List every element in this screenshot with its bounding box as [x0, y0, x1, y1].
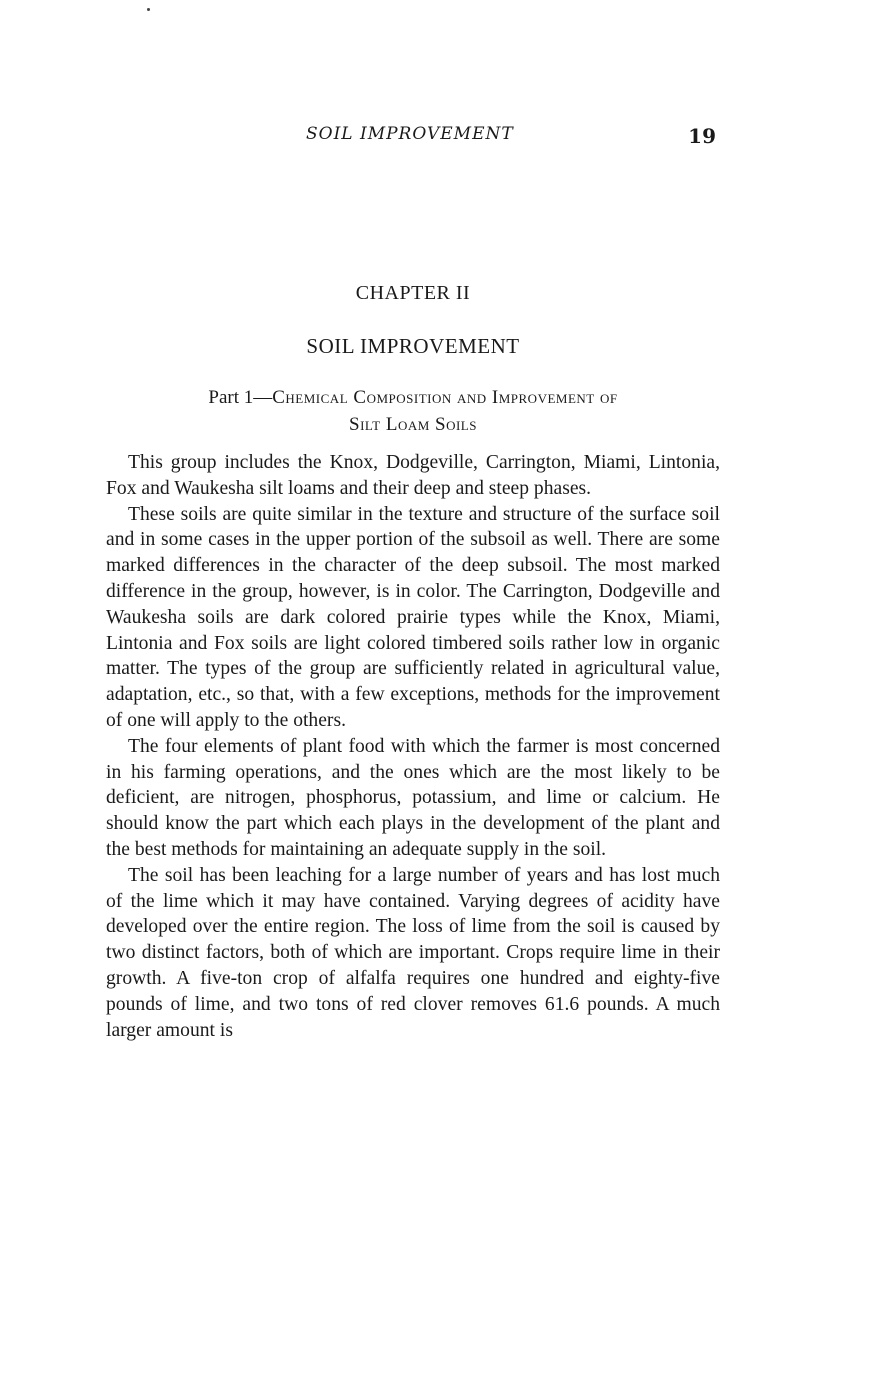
paragraph-1: This group includes the Knox, Dodgeville, Carrington, Miami, Lintonia, Fox and Waukesha silt loams and their deep and steep phases. — [106, 452, 720, 499]
paragraph-2: These soils are quite similar in the texture and structure of the surface soil and in some cases in the upper portion of the subsoil as well. There are some marked differences in the character of the deep subsoil. The most marked difference in the group, however, is in color. The Carrington, Dodgeville and Waukesha soils are dark colored prairie types while the Knox, Miami, Lintonia and Fox soils are light colored timbered soils rather low in organic matter. The types of the group are sufficiently related in agricultural value, adaptation, etc., so that, with a few exceptions, methods for the improvement of one will apply to the others. — [106, 503, 720, 731]
chapter-number: CHAPTER II — [355, 282, 471, 304]
paragraph-3: The four elements of plant food with which the farmer is most concerned in his farming operations, and the ones which are the most likely to be deficient, are nitrogen, phosphorus, potassium, and lime or calcium. He should know the part which each plays in the development of the plant and the best methods for maintaining an adequate supply in the soil. — [106, 735, 720, 860]
running-title: SOIL IMPROVEMENT — [306, 124, 514, 144]
section-heading — [106, 384, 720, 438]
running-head — [106, 124, 720, 152]
chapter-title: SOIL IMPROVEMENT — [306, 334, 520, 358]
section-prefix: Part 1— — [208, 387, 273, 408]
section-title-line-2: Silt Loam Soils — [349, 414, 477, 435]
paragraph-4: The soil has been leaching for a large number of years and has lost much of the lime which it may have contained. Varying degrees of acidity have developed over the entire region. The loss of lime from the soil is caused by two distinct factors, both of which are important. Crops require lime in their growth. A five-ton crop of alfalfa requires one hundred and eighty-five pounds of lime, and two tons of red clover removes 61.6 pounds. A much larger amount is — [106, 864, 720, 1041]
print-speck — [147, 8, 150, 11]
page-number: 19 — [688, 124, 716, 148]
section-title-line-1: Chemical Composition and Improvement of — [272, 387, 618, 408]
body-text — [106, 450, 720, 1043]
